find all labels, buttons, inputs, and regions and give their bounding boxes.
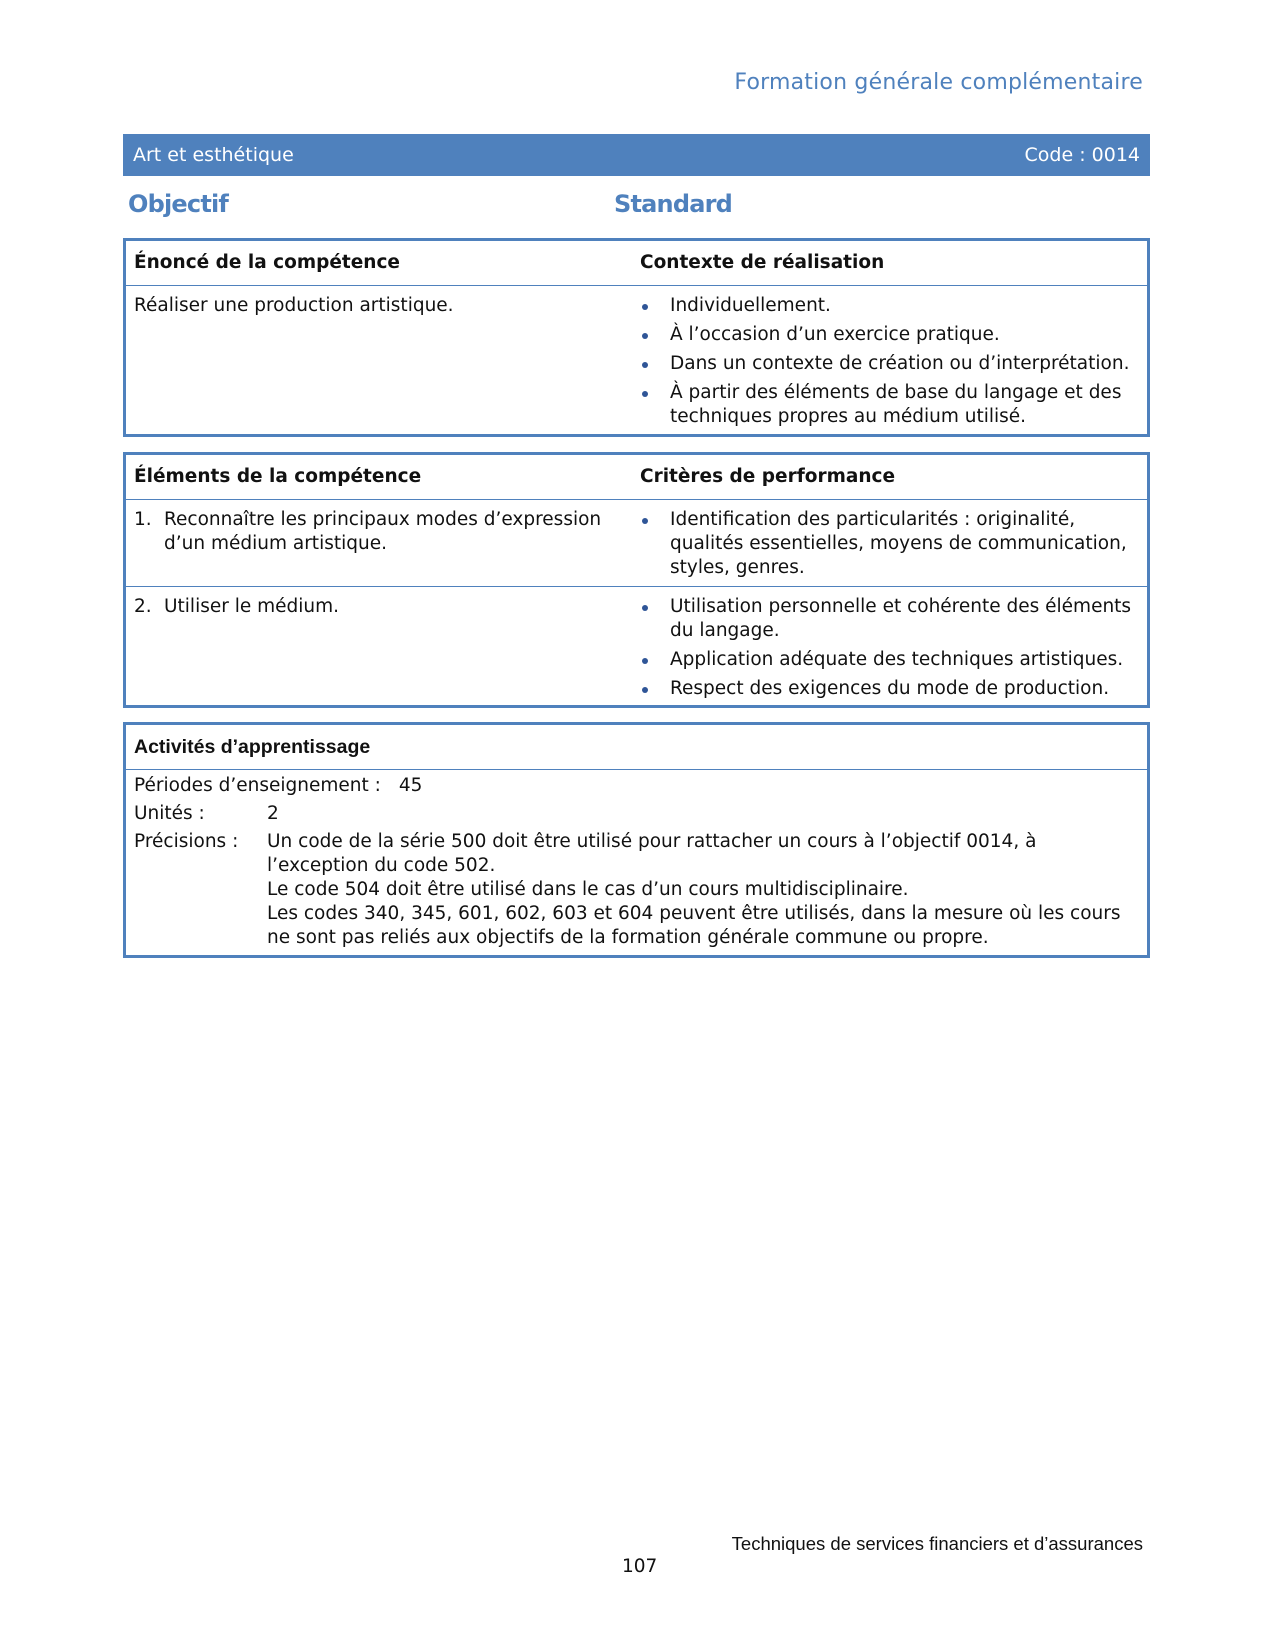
page-number: 107 xyxy=(622,1556,658,1577)
context-header: Contexte de réalisation xyxy=(640,252,885,273)
competency-statement-table xyxy=(123,238,1150,437)
bullet-icon xyxy=(642,333,648,339)
list-item: Utilisation personnelle et cohérente des éléments du langage. xyxy=(640,595,1139,643)
table-row xyxy=(126,587,1147,707)
bullet-icon xyxy=(642,362,648,368)
elements-header: Éléments de la compétence xyxy=(134,466,422,487)
course-code: Code : 0014 xyxy=(1024,144,1140,166)
details-label: Précisions : xyxy=(134,831,239,852)
footer-program-title: Techniques de services financiers et d’assurances xyxy=(731,1533,1143,1554)
activities-body xyxy=(126,770,1147,958)
competency-statement: Réaliser une production artistique. xyxy=(134,295,454,316)
statement-header: Énoncé de la compétence xyxy=(134,252,400,273)
context-list xyxy=(640,294,1139,429)
table-row xyxy=(126,500,1147,587)
course-title: Art et esthétique xyxy=(133,144,294,166)
table-header-row xyxy=(126,725,1147,770)
element-cell xyxy=(126,500,637,586)
criteria-cell xyxy=(637,500,1147,586)
list-item: 2. Utiliser le médium. xyxy=(134,596,340,617)
list-item: 1. Reconnaître les principaux modes d’expression d’un médium artistique. xyxy=(134,509,602,554)
units-value: 2 xyxy=(267,803,279,824)
element-cell xyxy=(126,587,637,707)
bullet-icon xyxy=(642,391,648,397)
list-item: Application adéquate des techniques artistiques. xyxy=(640,648,1139,672)
periods-line xyxy=(134,774,1139,798)
periods-label: Périodes d’enseignement : xyxy=(134,775,381,796)
criteria-cell xyxy=(637,587,1147,707)
bullet-icon xyxy=(642,518,648,524)
learning-activities-table xyxy=(123,722,1150,958)
bullet-icon xyxy=(642,304,648,310)
standard-title: Standard xyxy=(614,190,733,218)
table-header-row xyxy=(126,455,1147,500)
context-list-cell xyxy=(637,286,1147,435)
periods-value: 45 xyxy=(398,775,423,796)
details-line xyxy=(134,830,1139,950)
units-label: Unités : xyxy=(134,803,205,824)
units-line xyxy=(134,802,1139,826)
table-header-row xyxy=(126,241,1147,286)
list-item: Dans un contexte de création ou d’interprétation. xyxy=(640,352,1139,376)
bullet-icon xyxy=(642,658,648,664)
section-titles xyxy=(123,188,1150,228)
course-banner xyxy=(123,134,1150,176)
activities-header: Activités d’apprentissage xyxy=(134,736,371,758)
competency-elements-table xyxy=(123,452,1150,708)
list-item: À l’occasion d’un exercice pratique. xyxy=(640,323,1139,347)
objective-title: Objectif xyxy=(128,190,229,218)
list-item: À partir des éléments de base du langage et des techniques propres au médium utilisé. xyxy=(640,381,1139,429)
table-row xyxy=(126,286,1147,435)
details-text: Un code de la série 500 doit être utilisé pour rattacher un cours à l’objectif 0014, à l’exception du code 502. Le code 504 doit être utilisé dans le cas d’un cours multidisciplinaire. Les codes 340, 345, 601, 602, 603 et 604 peuvent être utilisés, dans la mesure où les cours ne sont pas reliés aux objectifs de la formation générale commune ou propre. xyxy=(267,831,1121,948)
list-item: Individuellement. xyxy=(640,294,1139,318)
bullet-icon xyxy=(642,687,648,693)
bullet-icon xyxy=(642,605,648,611)
criteria-header: Critères de performance xyxy=(640,466,896,487)
running-head: Formation générale complémentaire xyxy=(734,70,1143,95)
list-item: Respect des exigences du mode de production. xyxy=(640,677,1139,701)
list-item: Identification des particularités : originalité, qualités essentielles, moyens de communication, styles, genres. xyxy=(640,508,1139,580)
